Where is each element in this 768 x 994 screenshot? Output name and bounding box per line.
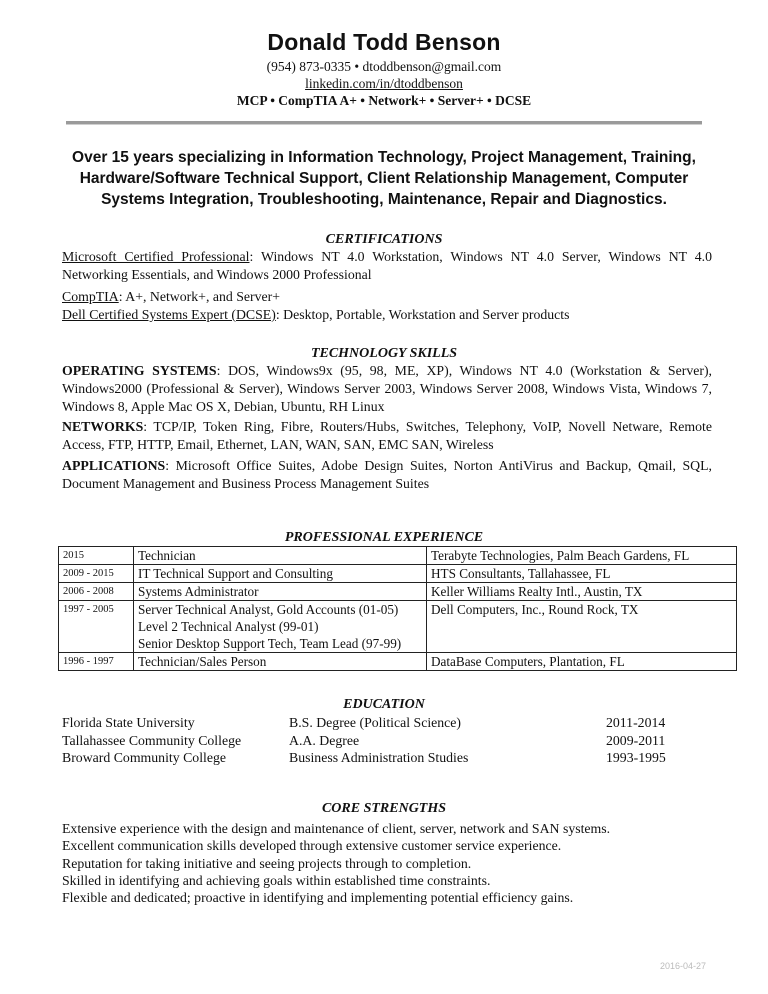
- edu-degree: B.S. Degree (Political Science): [289, 715, 462, 730]
- certifications-summary-line: MCP • CompTIA A+ • Network+ • Server+ • DCSE: [236, 93, 532, 108]
- table-row: [59, 653, 737, 671]
- skill-label: APPLICATIONS: [62, 458, 166, 473]
- table-row: [59, 601, 737, 653]
- cert-detail: : Desktop, Portable, Workstation and Server products: [275, 307, 570, 322]
- exp-role: [134, 583, 427, 601]
- skill-group-networks: [62, 418, 712, 454]
- exp-company: HTS Consultants, Tallahassee, FL: [427, 565, 737, 583]
- exp-years: 2015: [59, 547, 134, 565]
- cert-item: [62, 248, 712, 284]
- skill-label: OPERATING SYSTEMS: [62, 363, 217, 378]
- exp-role-title: IT Technical Support and Consulting: [138, 566, 333, 581]
- skill-group-applications: [62, 457, 712, 493]
- exp-years: 1996 - 1997: [59, 653, 134, 671]
- table-row: [59, 583, 737, 601]
- cert-name: Microsoft Certified Professional: [62, 249, 250, 264]
- exp-role: [134, 547, 427, 565]
- skill-text: : Microsoft Office Suites, Adobe Design Suites, Norton AntiVirus and Backup, Qmail, SQL, Document Management and Business Process Management Suites: [62, 458, 712, 491]
- education-row: [62, 715, 712, 733]
- exp-years: 2009 - 2015: [59, 565, 134, 583]
- edu-years: 2011-2014: [606, 715, 666, 730]
- edu-degree: Business Administration Studies: [289, 750, 469, 765]
- edu-years: 2009-2011: [606, 733, 666, 748]
- certifications-heading: CERTIFICATIONS: [325, 232, 443, 247]
- exp-role: [134, 565, 427, 583]
- edu-degree: A.A. Degree: [289, 733, 360, 748]
- table-row: [59, 547, 737, 565]
- exp-role: [134, 653, 427, 671]
- cert-detail: : A+, Network+, and Server+: [118, 289, 280, 304]
- resume-name: Donald Todd Benson: [267, 29, 501, 55]
- exp-role: [134, 601, 427, 653]
- exp-company: DataBase Computers, Plantation, FL: [427, 653, 737, 671]
- experience-table: [58, 546, 737, 671]
- exp-company: Terabyte Technologies, Palm Beach Gardens, FL: [427, 547, 737, 565]
- edu-school: Tallahassee Community College: [62, 733, 242, 748]
- date-stamp: 2016-04-27: [660, 961, 707, 971]
- table-row: [59, 565, 737, 583]
- exp-role-title: Server Technical Analyst, Gold Accounts (01-05): [138, 602, 399, 617]
- contact-line: (954) 873-0335 • dtoddbenson@gmail.com: [266, 59, 502, 74]
- edu-school: Broward Community College: [62, 750, 227, 765]
- professional-summary: Over 15 years specializing in Information Technology, Project Management, Training, Hardware/Software Technical Support, Client Relationship Management, Computer Systems Integration, Troubleshooting, Maintenance, Repair and Diagnostics.: [72, 149, 696, 208]
- exp-company: Keller Williams Realty Intl., Austin, TX: [427, 583, 737, 601]
- exp-role-title: Senior Desktop Support Tech, Team Lead (97-99): [138, 636, 402, 651]
- linkedin-link[interactable]: linkedin.com/in/dtoddbenson: [305, 76, 463, 91]
- education-row: [62, 750, 712, 768]
- exp-role-title: Technician/Sales Person: [138, 654, 267, 669]
- strength-item: Skilled in identifying and achieving goals within established time constraints.: [62, 873, 491, 888]
- exp-years: 2006 - 2008: [59, 583, 134, 601]
- technology-heading: TECHNOLOGY SKILLS: [310, 346, 458, 361]
- experience-heading: PROFESSIONAL EXPERIENCE: [284, 530, 484, 545]
- strength-item: Excellent communication skills developed through extensive customer service experience.: [62, 838, 562, 853]
- exp-role-title: Level 2 Technical Analyst (99-01): [138, 619, 319, 634]
- skill-text: : DOS, Windows9x (95, 98, ME, XP), Windows NT 4.0 (Workstation & Server), Windows2000 (Professional & Server), Windows Server 2003, Windows Server 2008, Windows Vista, Windows 7, Windows 8, Apple Mac OS X, Debian, Ubuntu, RH Linux: [62, 363, 712, 414]
- skill-group-os: [62, 362, 712, 416]
- edu-school: Florida State University: [62, 715, 195, 730]
- exp-years: 1997 - 2005: [59, 601, 134, 653]
- cert-name: Dell Certified Systems Expert (DCSE): [62, 307, 276, 322]
- exp-role-title: Systems Administrator: [138, 584, 259, 599]
- edu-years: 1993-1995: [606, 750, 666, 765]
- strengths-heading: CORE STRENGTHS: [321, 801, 447, 816]
- strength-item: Reputation for taking initiative and seeing projects through to completion.: [62, 856, 472, 871]
- skill-label: NETWORKS: [62, 419, 144, 434]
- exp-company: Dell Computers, Inc., Round Rock, TX: [427, 601, 737, 653]
- strength-item: Flexible and dedicated; proactive in identifying and implementing potential efficiency gains.: [62, 890, 574, 905]
- linkedin-line: [0, 76, 768, 92]
- cert-detail: : Windows NT 4.0 Workstation, Windows NT 4.0 Server, Windows NT 4.0 Networking Essentials, and Windows 2000 Professional: [62, 249, 713, 282]
- strength-item: Extensive experience with the design and maintenance of client, server, network and SAN systems.: [62, 821, 611, 836]
- cert-item: [62, 306, 712, 324]
- education-row: [62, 733, 712, 751]
- header-divider: [66, 121, 702, 124]
- cert-name: CompTIA: [62, 289, 119, 304]
- education-heading: EDUCATION: [343, 697, 425, 712]
- cert-item: [62, 288, 712, 306]
- exp-role-title: Technician: [138, 548, 196, 563]
- skill-text: : TCP/IP, Token Ring, Fibre, Routers/Hubs, Switches, Telephony, VoIP, Novell Netware, Remote Access, FTP, HTTP, Email, Ethernet, LAN, WAN, SAN, EMC SAN, Wireless: [62, 419, 712, 452]
